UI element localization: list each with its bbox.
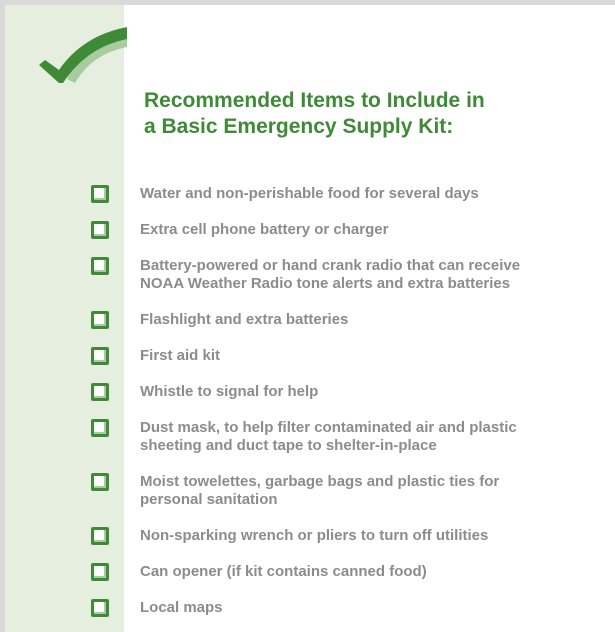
checkbox[interactable] [91,221,109,239]
item-label: Non-sparking wrench or pliers to turn off utilities [140,527,489,544]
checkbox[interactable] [91,383,109,401]
checkbox[interactable] [91,185,109,203]
checkbox[interactable] [91,257,109,275]
item-label: First aid kit [140,347,221,364]
item-label: Water and non-perishable food for several days [140,185,479,202]
checkbox[interactable] [91,599,109,617]
supply-checklist [5,5,615,632]
checkbox[interactable] [91,527,109,545]
document-page [5,5,615,632]
item-label: Battery-powered or hand crank radio that can receive NOAA Weather Radio tone alerts and extra batteries [140,257,521,292]
item-label: Flashlight and extra batteries [140,311,349,328]
item-label: Can opener (if kit contains canned food) [140,563,427,580]
checkbox[interactable] [91,347,109,365]
page-title: Recommended Items to Include in a Basic Emergency Supply Kit: [144,89,485,138]
item-label: Dust mask, to help filter contaminated air and plastic sheeting and duct tape to shelter-in-place [140,419,517,454]
checkbox[interactable] [91,563,109,581]
item-label: Moist towelettes, garbage bags and plastic ties for personal sanitation [140,473,500,508]
checkbox[interactable] [91,473,109,491]
checkbox[interactable] [91,419,109,437]
checkbox[interactable] [91,311,109,329]
item-label: Local maps [140,599,223,616]
item-label: Extra cell phone battery or charger [140,221,389,238]
item-label: Whistle to signal for help [140,383,319,400]
